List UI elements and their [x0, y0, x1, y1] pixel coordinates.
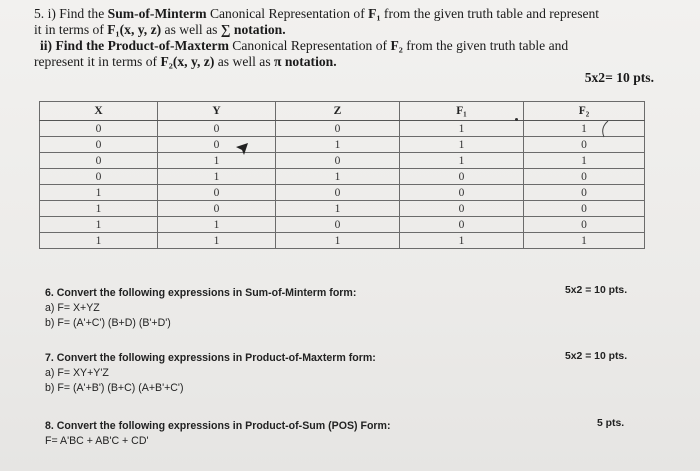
- table-row: [40, 121, 645, 137]
- table-row: [40, 201, 645, 217]
- q8-part-a: F= A'BC + AB'C + CD': [45, 435, 149, 447]
- q5-text: it in terms of: [34, 22, 108, 37]
- q5-bold: Product-of-Maxterm: [107, 38, 229, 53]
- cell-f2: 1: [524, 233, 645, 249]
- cell-y: 1: [158, 169, 276, 185]
- cell-f2: 0: [524, 185, 645, 201]
- q5-bold: F₁(x, y, z): [107, 22, 162, 37]
- table-row: [40, 153, 645, 169]
- cell-y: 1: [158, 217, 276, 233]
- question-7: [45, 352, 376, 394]
- cell-f1: 1: [400, 233, 524, 249]
- table-row: [40, 217, 645, 233]
- q5-bold: F₂(x, y, z): [160, 54, 215, 69]
- q7-points: 5x2 = 10 pts.: [565, 351, 628, 362]
- dot-mark: [515, 118, 518, 121]
- q8-points: 5 pts.: [597, 418, 625, 429]
- question-6: [45, 287, 356, 329]
- cell-x: 1: [40, 201, 158, 217]
- cell-y: 1: [158, 233, 276, 249]
- table-row: [40, 185, 645, 201]
- cursor-arrow-icon: [235, 141, 249, 160]
- question-8: [45, 420, 391, 447]
- cell-x: 0: [40, 121, 158, 137]
- cell-z: 1: [276, 169, 400, 185]
- q6-part-a: a) F= X+YZ: [45, 302, 100, 314]
- cell-y: 0: [158, 201, 276, 217]
- question-5: [34, 6, 674, 85]
- q5-line-2: [34, 22, 674, 38]
- cell-z: 0: [276, 121, 400, 137]
- header-z: Z: [276, 102, 400, 121]
- q5-text: Canonical Representation of: [206, 6, 369, 21]
- q5-text: from the given truth table and: [402, 38, 569, 53]
- cell-f1: 0: [400, 217, 524, 233]
- q5-points: 5x2= 10 pts.: [584, 70, 654, 85]
- table-row: [40, 169, 645, 185]
- q7-heading: 7. Convert the following expressions in Product-of-Maxterm form:: [45, 352, 376, 364]
- cell-f1: 0: [400, 185, 524, 201]
- cell-x: 1: [40, 233, 158, 249]
- cell-z: 0: [276, 185, 400, 201]
- cell-x: 0: [40, 169, 158, 185]
- cell-f2: 0: [524, 201, 645, 217]
- q5-text: as well as: [161, 22, 221, 37]
- cell-f2: 0: [524, 217, 645, 233]
- q6-part-b: b) F= (A'+C') (B+D) (B'+D'): [45, 317, 171, 329]
- cell-z: 1: [276, 233, 400, 249]
- cell-z: 1: [276, 137, 400, 153]
- cell-x: 0: [40, 153, 158, 169]
- q6-points: 5x2 = 10 pts.: [565, 285, 628, 296]
- q5-bold: π notation.: [274, 54, 337, 69]
- q5-bold: Sum-of-Minterm: [107, 6, 207, 21]
- cell-f1: 0: [400, 169, 524, 185]
- table-row: [40, 233, 645, 249]
- cell-y: 0: [158, 137, 276, 153]
- cell-x: 0: [40, 137, 158, 153]
- table-header-row: [40, 102, 645, 121]
- pen-stroke-mark: [598, 120, 610, 142]
- q5-line-4: [34, 54, 674, 70]
- cell-y: 1: [158, 153, 276, 169]
- q8-heading: 8. Convert the following expressions in Product-of-Sum (POS) Form:: [45, 420, 391, 432]
- header-x: X: [40, 102, 158, 121]
- header-f2: F₂: [524, 102, 645, 121]
- cell-z: 0: [276, 153, 400, 169]
- cell-f1: 1: [400, 153, 524, 169]
- cell-f1: 1: [400, 137, 524, 153]
- cell-f1: 0: [400, 201, 524, 217]
- truth-table: [39, 101, 645, 249]
- cell-z: 0: [276, 217, 400, 233]
- q7-part-a: a) F= XY+Y'Z: [45, 367, 109, 379]
- q5-bold: F₁: [368, 6, 381, 21]
- cell-f2: 0: [524, 137, 645, 153]
- cell-x: 1: [40, 185, 158, 201]
- q5-line-3: [34, 38, 674, 54]
- cell-y: 0: [158, 121, 276, 137]
- cell-f2: 0: [524, 169, 645, 185]
- cell-y: 0: [158, 185, 276, 201]
- cell-f2: 1: [524, 121, 645, 137]
- q6-heading: 6. Convert the following expressions in Sum-of-Minterm form:: [45, 287, 357, 299]
- q5-text: Canonical Representation of: [228, 38, 391, 53]
- cell-x: 1: [40, 217, 158, 233]
- cell-z: 1: [276, 201, 400, 217]
- q5-text: 5. i) Find the: [34, 6, 108, 21]
- q5-line-1: [34, 6, 674, 22]
- q5-bold: ii) Find the: [40, 38, 108, 53]
- q5-text: represent it in terms of: [34, 54, 161, 69]
- cell-f1: 1: [400, 121, 524, 137]
- q5-bold: F₂: [390, 38, 403, 53]
- q5-text: as well as: [214, 54, 275, 69]
- q7-part-b: b) F= (A'+B') (B+C) (A+B'+C'): [45, 382, 184, 394]
- q5-text: from the given truth table and represent: [380, 6, 600, 21]
- header-y: Y: [158, 102, 276, 121]
- q5-bold: ∑ notation.: [220, 22, 286, 37]
- header-f1: F₁: [400, 102, 524, 121]
- cell-f2: 1: [524, 153, 645, 169]
- table-row: [40, 137, 645, 153]
